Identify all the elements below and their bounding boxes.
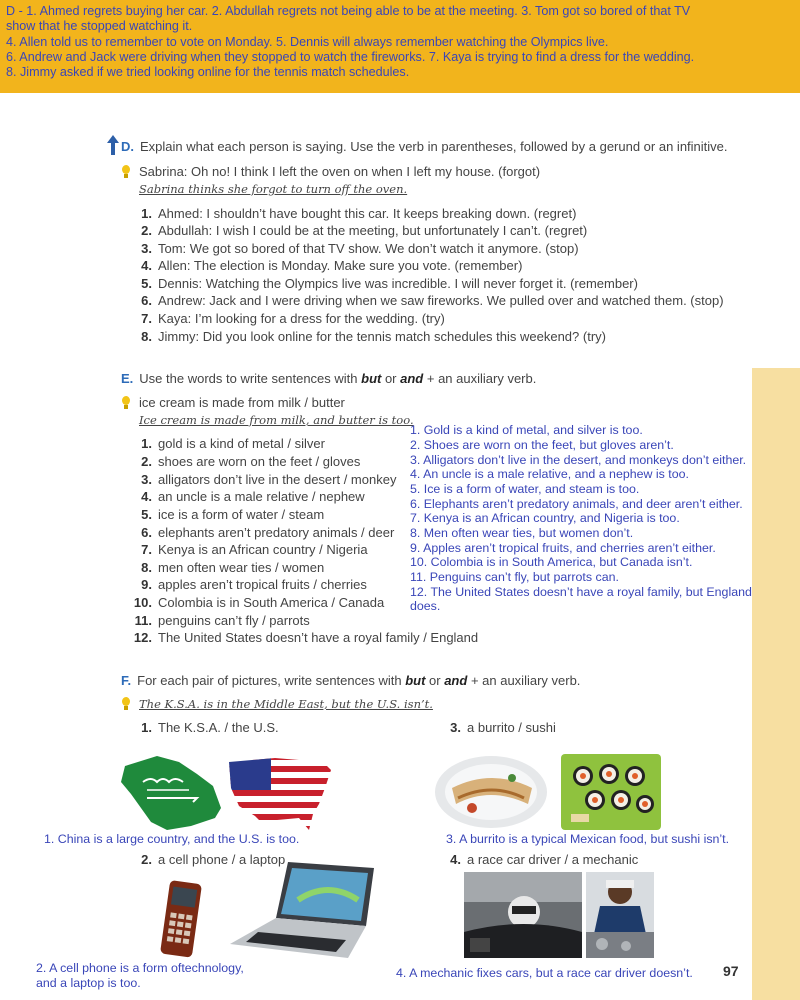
lightbulb-icon (121, 396, 131, 410)
page-number: 97 (723, 963, 739, 979)
answer-text: 1. China is a large country, and the U.S. is too. (44, 832, 300, 846)
answer-text: 2. Shoes are worn on the feet, but gloves aren’t. (410, 438, 674, 452)
sushi-image (561, 754, 661, 830)
answer-text: 11. Penguins can’t fly, but parrots can. (410, 570, 619, 584)
exercise-item: 1. Ahmed: I shouldn’t have bought this car. It keeps breaking down. (regret) (141, 206, 577, 221)
answer-text: 12. The United States doesn’t have a royal family, but England (410, 585, 752, 599)
answer-text: does. (410, 599, 441, 613)
exercise-item: 1. gold is a kind of metal / silver (141, 436, 325, 451)
answer-text: 10. Colombia is in South America, but Canada isn’t. (410, 555, 693, 569)
section-e-letter: E. (121, 371, 134, 386)
instruction-text: Explain what each person is saying. Use the verb in parentheses, followed by a gerund or an infinitive. (140, 139, 728, 154)
answer-line: 4. Allen told us to remember to vote on Monday. 5. Dennis will always remember watching the Olympics live. (6, 35, 609, 49)
answer-text: 3. Alligators don’t live in the desert, and monkeys don’t either. (410, 453, 747, 467)
section-d-letter: D. (121, 139, 134, 154)
exercise-item: 5. Dennis: Watching the Olympics live was incredible. I will never forget it. (remember) (141, 276, 638, 291)
exercise-item: 8. Jimmy: Did you look online for the tennis match schedules this weekend? (try) (141, 329, 606, 344)
section-e-instruction: E. Use the words to write sentences with but or and + an auxiliary verb. (121, 371, 537, 386)
answer-text: 9. Apples aren’t tropical fruits, and cherries aren’t either. (410, 541, 716, 555)
exercise-item: 2. Abdullah: I wish I could be at the meeting, but unfortunately I can’t. (regret) (141, 223, 588, 238)
model-answer: The K.S.A. is in the Middle East, but the U.S. isn’t. (139, 697, 433, 711)
exercise-item: 11. penguins can’t fly / parrots (134, 613, 310, 628)
arrow-up-icon (106, 134, 120, 156)
answer-text: 1. Gold is a kind of metal, and silver is too. (410, 423, 643, 437)
exercise-item: 2. shoes are worn on the feet / gloves (141, 454, 361, 469)
picture-label: 4. a race car driver / a mechanic (450, 852, 639, 867)
exercise-item: 3. Tom: We got so bored of that TV show. We don’t watch it anymore. (stop) (141, 241, 579, 256)
answer-text: 3. A burrito is a typical Mexican food, but sushi isn’t. (446, 832, 730, 846)
answer-text: 5. Ice is a form of water, and steam is too. (410, 482, 640, 496)
picture-label: 1. The K.S.A. / the U.S. (141, 720, 279, 735)
section-d-instruction (121, 139, 728, 154)
laptop-image (228, 860, 376, 960)
answer-text: 2. A cell phone is a form oftechnology, (36, 961, 244, 975)
answer-line: 8. Jimmy asked if we tried looking online for the tennis match schedules. (6, 65, 410, 79)
race-car-driver-image (464, 872, 582, 958)
section-f-letter: F. (121, 673, 132, 688)
us-flag-map-image (225, 754, 335, 834)
exercise-item: 3. alligators don’t live in the desert / monkey (141, 472, 397, 487)
exercise-item: 8. men often wear ties / women (141, 560, 325, 575)
exercise-item: 12. The United States doesn’t have a royal family / England (133, 630, 479, 645)
side-color-strip (752, 368, 800, 1000)
answer-text: 4. An uncle is a male relative, and a nephew is too. (410, 467, 689, 481)
exercise-item: 4. an uncle is a male relative / nephew (141, 489, 365, 504)
exercise-item: 6. elephants aren’t predatory animals / deer (141, 525, 395, 540)
answer-text: 7. Kenya is an African country, and Nigeria is too. (410, 511, 680, 525)
section-f-instruction: F. For each pair of pictures, write sentences with but or and + an auxiliary verb. (121, 673, 581, 688)
exercise-item: 10. Colombia is in South America / Canada (133, 595, 385, 610)
saudi-flag-map-image (117, 752, 224, 832)
model-answer: Sabrina thinks she forgot to turn off the oven. (139, 182, 408, 196)
answer-line: show that he stopped watching it. (6, 19, 193, 33)
answer-line: D - 1. Ahmed regrets buying her car. 2. Abdullah regrets not being able to be at the meeting. 3. Tom got so bored of that TV (6, 4, 691, 18)
answer-text: 6. Elephants aren’t predatory animals, and deer aren’t either. (410, 497, 743, 511)
exercise-item: 9. apples aren’t tropical fruits / cherries (141, 577, 367, 592)
example-prompt: Sabrina: Oh no! I think I left the oven on when I left my house. (forgot) (139, 164, 541, 179)
exercise-item: 7. Kenya is an African country / Nigeria (141, 542, 368, 557)
answer-line: 6. Andrew and Jack were driving when they stopped to watch the fireworks. 7. Kaya is trying to find a dress for the wedding. (6, 50, 695, 64)
picture-label: 3. a burrito / sushi (450, 720, 556, 735)
answer-text: 4. A mechanic fixes cars, but a race car driver doesn’t. (396, 966, 693, 980)
exercise-item: 6. Andrew: Jack and I were driving when we saw fireworks. We pulled over and watched them. (stop) (141, 293, 724, 308)
exercise-item: 7. Kaya: I’m looking for a dress for the wedding. (try) (141, 311, 445, 326)
exercise-item: 5. ice is a form of water / steam (141, 507, 325, 522)
lightbulb-icon (121, 165, 131, 179)
exercise-item: 4. Allen: The election is Monday. Make sure you vote. (remember) (141, 258, 523, 273)
mechanic-image (586, 872, 654, 958)
burrito-image (432, 748, 550, 832)
lightbulb-icon (121, 697, 131, 711)
model-answer: Ice cream is made from milk, and butter is too. (139, 413, 414, 427)
cell-phone-image (155, 878, 209, 960)
picture-label: 2. a cell phone / a laptop (141, 852, 286, 867)
example-prompt: ice cream is made from milk / butter (139, 395, 345, 410)
answer-text: and a laptop is too. (36, 976, 141, 990)
answer-key-banner (0, 0, 800, 93)
answer-text: 8. Men often wear ties, but women don’t. (410, 526, 634, 540)
